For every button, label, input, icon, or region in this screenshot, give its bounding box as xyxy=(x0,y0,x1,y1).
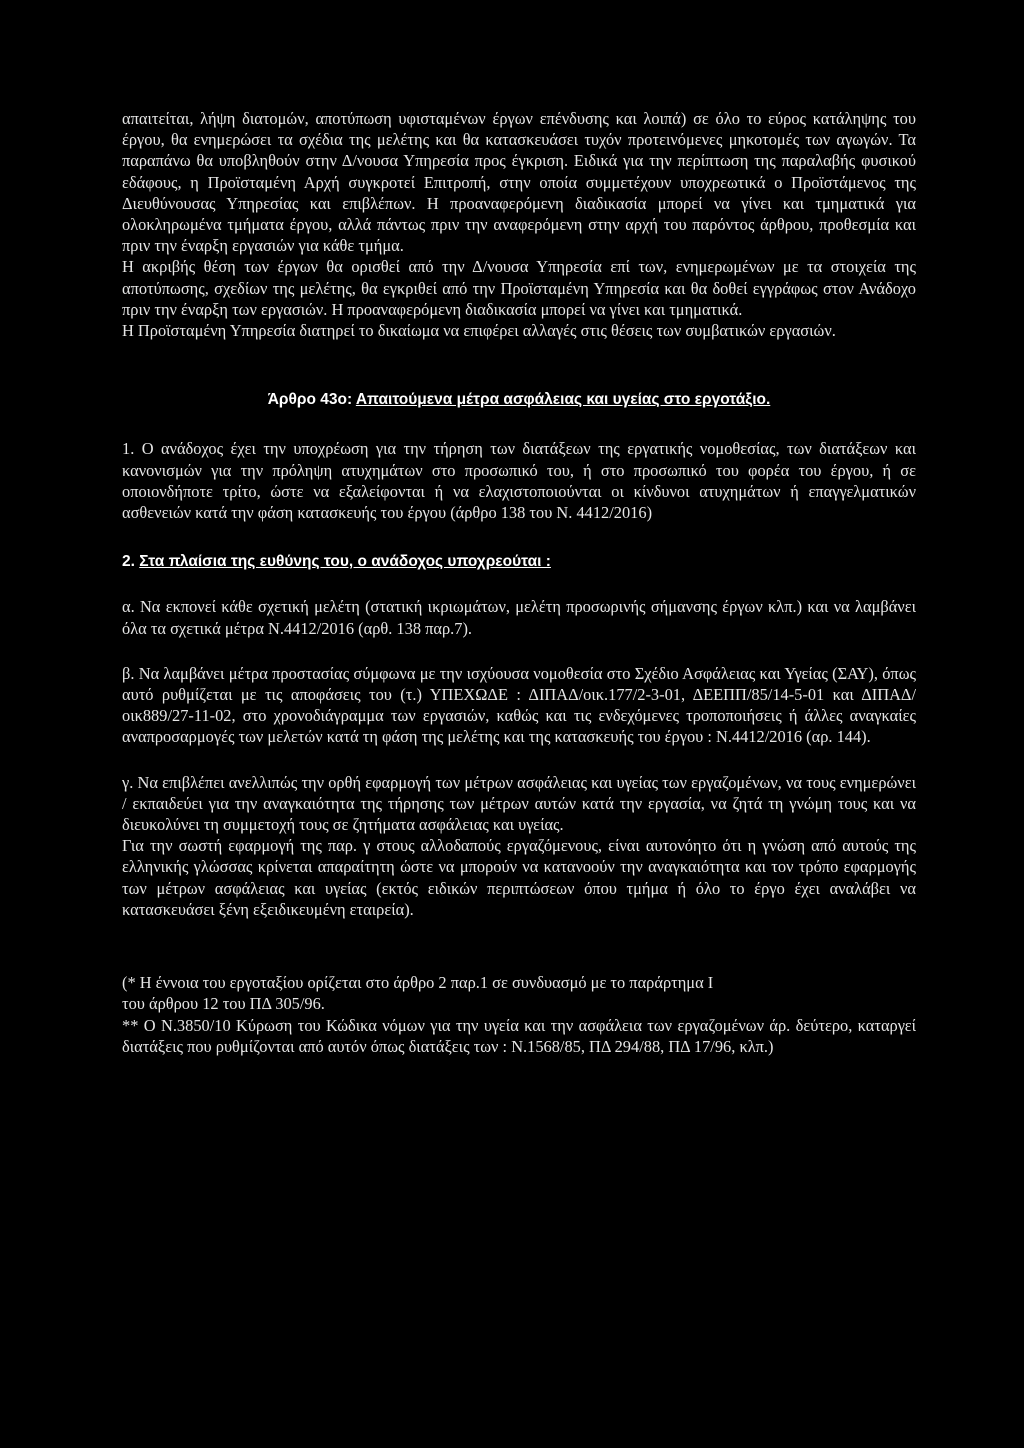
item-2-number: 2. xyxy=(122,553,140,571)
paragraph-right-to-change: Η Προϊσταμένη Υπηρεσία διατηρεί το δικαίωμα να επιφέρει αλλαγές στις θέσεις των συμβατικών εργασιών. xyxy=(122,321,836,341)
item-2-heading xyxy=(122,551,916,572)
item-c-paragraph: γ. Να επιβλέπει ανελλιπώς την ορθή εφαρμογή των μέτρων ασφάλειας και υγείας των εργαζομένων, να τους ενημερώνει / εκπαιδεύει για την αναγκαιότητα της τήρησης των μέτρων αυτών κατά την εργασία, να ζητά τη γνώμη τους και να διευκολύνει τη συμμετοχή τους σε ζητήματα ασφάλειας και υγείας. xyxy=(122,772,916,835)
article-title: Απαιτούμενα μέτρα ασφάλειας και υγείας στο εργοτάξιο. xyxy=(355,391,771,409)
footnote-1-line-2: του άρθρου 12 του ΠΔ 305/96. xyxy=(122,994,325,1014)
item-a-paragraph: α. Να εκπονεί κάθε σχετική μελέτη (στατική ικριωμάτων, μελέτη προσωρινής σήμανσης έργων κλπ.) και να λαμβάνει όλα τα σχετικά μέτρα Ν.4412/2016 (αρθ. 138 παρ.7). xyxy=(122,597,916,638)
document-page xyxy=(122,108,916,1057)
item-b-paragraph: β. Να λαμβάνει μέτρα προστασίας σύμφωνα με την ισχύουσα νομοθεσία στο Σχέδιο Ασφάλειας και Υγείας (ΣΑΥ), όπως αυτό ρυθμίζεται με τις αποφάσεις του (τ.) ΥΠΕΧΩΔΕ : ΔΙΠΑΔ/οικ.177/2-3-01, ΔΕΕΠΠ/85/14-5-01 και ΔΙΠΑΔ/οικ889/27-11-02, στο χρονοδιάγραμμα των εργασιών, καθώς και τις ενδεχόμενες τροποποιήσεις ή άλλες αναγκαίες αναπροσαρμογές των μελετών κατά τη φάση της μελέτης και της κατασκευής του έργου : Ν.4412/2016 (αρ. 144). xyxy=(122,663,916,747)
paragraph-exact-location: Η ακριβής θέση των έργων θα ορισθεί από την Δ/νουσα Υπηρεσία επί των, ενημερωμένων με τα στοιχεία της αποτύπωσης, σχεδίων της μελέτης, θα εγκριθεί από την Προϊσταμένη Υπηρεσία και θα δοθεί εγγράφως στον Ανάδοχο πριν την έναρξη των εργασιών. Η προαναφερόμενη διαδικασία μπορεί να γίνει και τμηματικά. xyxy=(122,257,916,319)
item-c-note: Για την σωστή εφαρμογή της παρ. γ στους αλλοδαπούς εργαζόμενους, είναι αυτονόητο ότι η γνώση από αυτούς της ελληνικής γλώσσας κρίνεται απαραίτητη ώστε να μπορούν να κατανοούν την αναγκαιότητα και τον τρόπο εφαρμογής των μέτρων ασφάλειας και υγείας (εκτός ειδικών περιπτώσεων όπου τμήμα ή όλο το έργο έχει αναλάβει να κατασκευάσει ξένη εξειδικευμένη εταιρεία). xyxy=(122,836,916,919)
article-prefix: Άρθρο 43ο: xyxy=(267,391,356,409)
footnote-2: ** Ο Ν.3850/10 Κύρωση του Κώδικα νόμων για την υγεία και την ασφάλεια των εργαζομένων άρ. δεύτερο, καταργεί διατάξεις που ρυθμίζονται από αυτόν όπως διατάξεις των : Ν.1568/85, ΠΔ 294/88, ΠΔ 17/96, κλπ.) xyxy=(122,1015,916,1056)
footnote-1-line-1: (* Η έννοια του εργοταξίου ορίζεται στο άρθρο 2 παρ.1 σε συνδυασμό με το παράρτημα Ι xyxy=(122,973,714,993)
intro-paragraph: απαιτείται, λήψη διατομών, αποτύπωση υφισταμένων έργων επένδυσης και λοιπά) σε όλο το εύρος κατάληψης του έργου, θα ενημερώσει τα σχέδια της μελέτης και θα κατασκευάσει τυχόν προτεινόμενες μηκοτομές των αγωγών. Τα παραπάνω θα υποβληθούν στην Δ/νουσα Υπηρεσία προς έγκριση. Ειδικά για την περίπτωση της παραλαβής φυσικού εδάφους, η Προϊσταμένη Αρχή συγκροτεί Επιτροπή, στην οποία συμμετέχουν υποχρεωτικά ο Προϊστάμενος της Διευθύνουσας Υπηρεσίας και επιβλέπων. Η προαναφερόμενη διαδικασία μπορεί να γίνει και τμηματικά για ολοκληρωμένα τμήματα έργου, αλλά πάντως πριν την αναφερόμενη στην αρχή του παρόντος άρθρου, προθεσμία και πριν την έναρξη εργασιών για κάθε τμήμα. xyxy=(122,109,916,256)
item-1-paragraph: 1. Ο ανάδοχος έχει την υποχρέωση για την τήρηση των διατάξεων της εργατικής νομοθεσίας, των διατάξεων και κανονισμών για την πρόληψη ατυχημάτων στο προσωπικό του, ή στο προσωπικό του φορέα του έργου, ή σε οποιονδήποτε τρίτο, ώστε να εξαλείφονται ή να ελαχιστοποιούνται οι κίνδυνοι ατυχημάτων ή επαγγελματικών ασθενειών κατά την φάση κατασκευής του έργου (άρθρο 138 του Ν. 4412/2016) xyxy=(122,439,916,523)
item-2-title: Στα πλαίσια της ευθύνης του, ο ανάδοχος υποχρεούται : xyxy=(139,553,551,571)
article-heading xyxy=(122,389,916,410)
